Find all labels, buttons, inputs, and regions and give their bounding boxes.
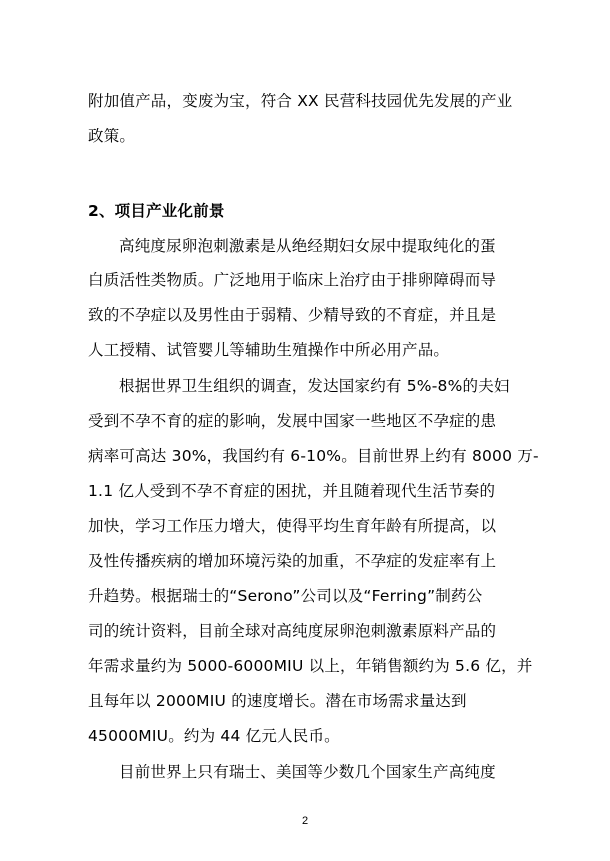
text-line: 根据世界卫生组织的调查，发达国家约有 5%-8%的夫妇 [119,377,510,395]
page-number: 2 [301,815,309,827]
text-line: 司的统计资料，目前全球对高纯度尿卵泡刺激素原料产品的 [88,622,497,640]
text-line: 附加值产品，变废为宝，符合 XX 民营科技园优先发展的产业 [88,92,513,110]
text-line: 1.1 亿人受到不孕不育症的困扰，并且随着现代生活节奏的 [88,482,496,500]
section-heading: 2、项目产业化前景 [88,202,225,220]
text-line: 政策。 [88,127,136,145]
text-line: 年需求量约为 5000-6000MIU 以上，年销售额约为 5.6 亿，并 [88,657,533,675]
text-line: 45000MIU。约为 44 亿元人民币。 [88,727,340,745]
text-line: 受到不孕不育的症的影响，发展中国家一些地区不孕症的患 [88,412,497,430]
text-line: 升趋势。根据瑞士的“Serono”公司以及“Ferring”制药公 [88,587,483,605]
text-line: 及性传播疾病的增加环境污染的加重，不孕症的发症率有上 [88,552,497,570]
text-line: 病率可高达 30%，我国约有 6-10%。目前世界上约有 8000 万- [88,447,539,465]
text-line: 人工授精、试管婴儿等辅助生殖操作中所必用产品。 [88,341,450,359]
text-line: 加快，学习工作压力增大，使得平均生育年龄有所提高，以 [88,517,497,535]
text-line: 目前世界上只有瑞士、美国等少数几个国家生产高纯度 [119,763,496,781]
text-line: 高纯度尿卵泡刺激素是从绝经期妇女尿中提取纯化的蛋 [119,237,496,255]
text-line: 白质活性类物质。广泛地用于临床上治疗由于排卵障碍而导 [88,271,497,289]
text-line: 且每年以 2000MIU 的速度增长。潜在市场需求量达到 [88,692,467,710]
text-line: 致的不孕症以及男性由于弱精、少精导致的不育症，并且是 [88,306,497,324]
